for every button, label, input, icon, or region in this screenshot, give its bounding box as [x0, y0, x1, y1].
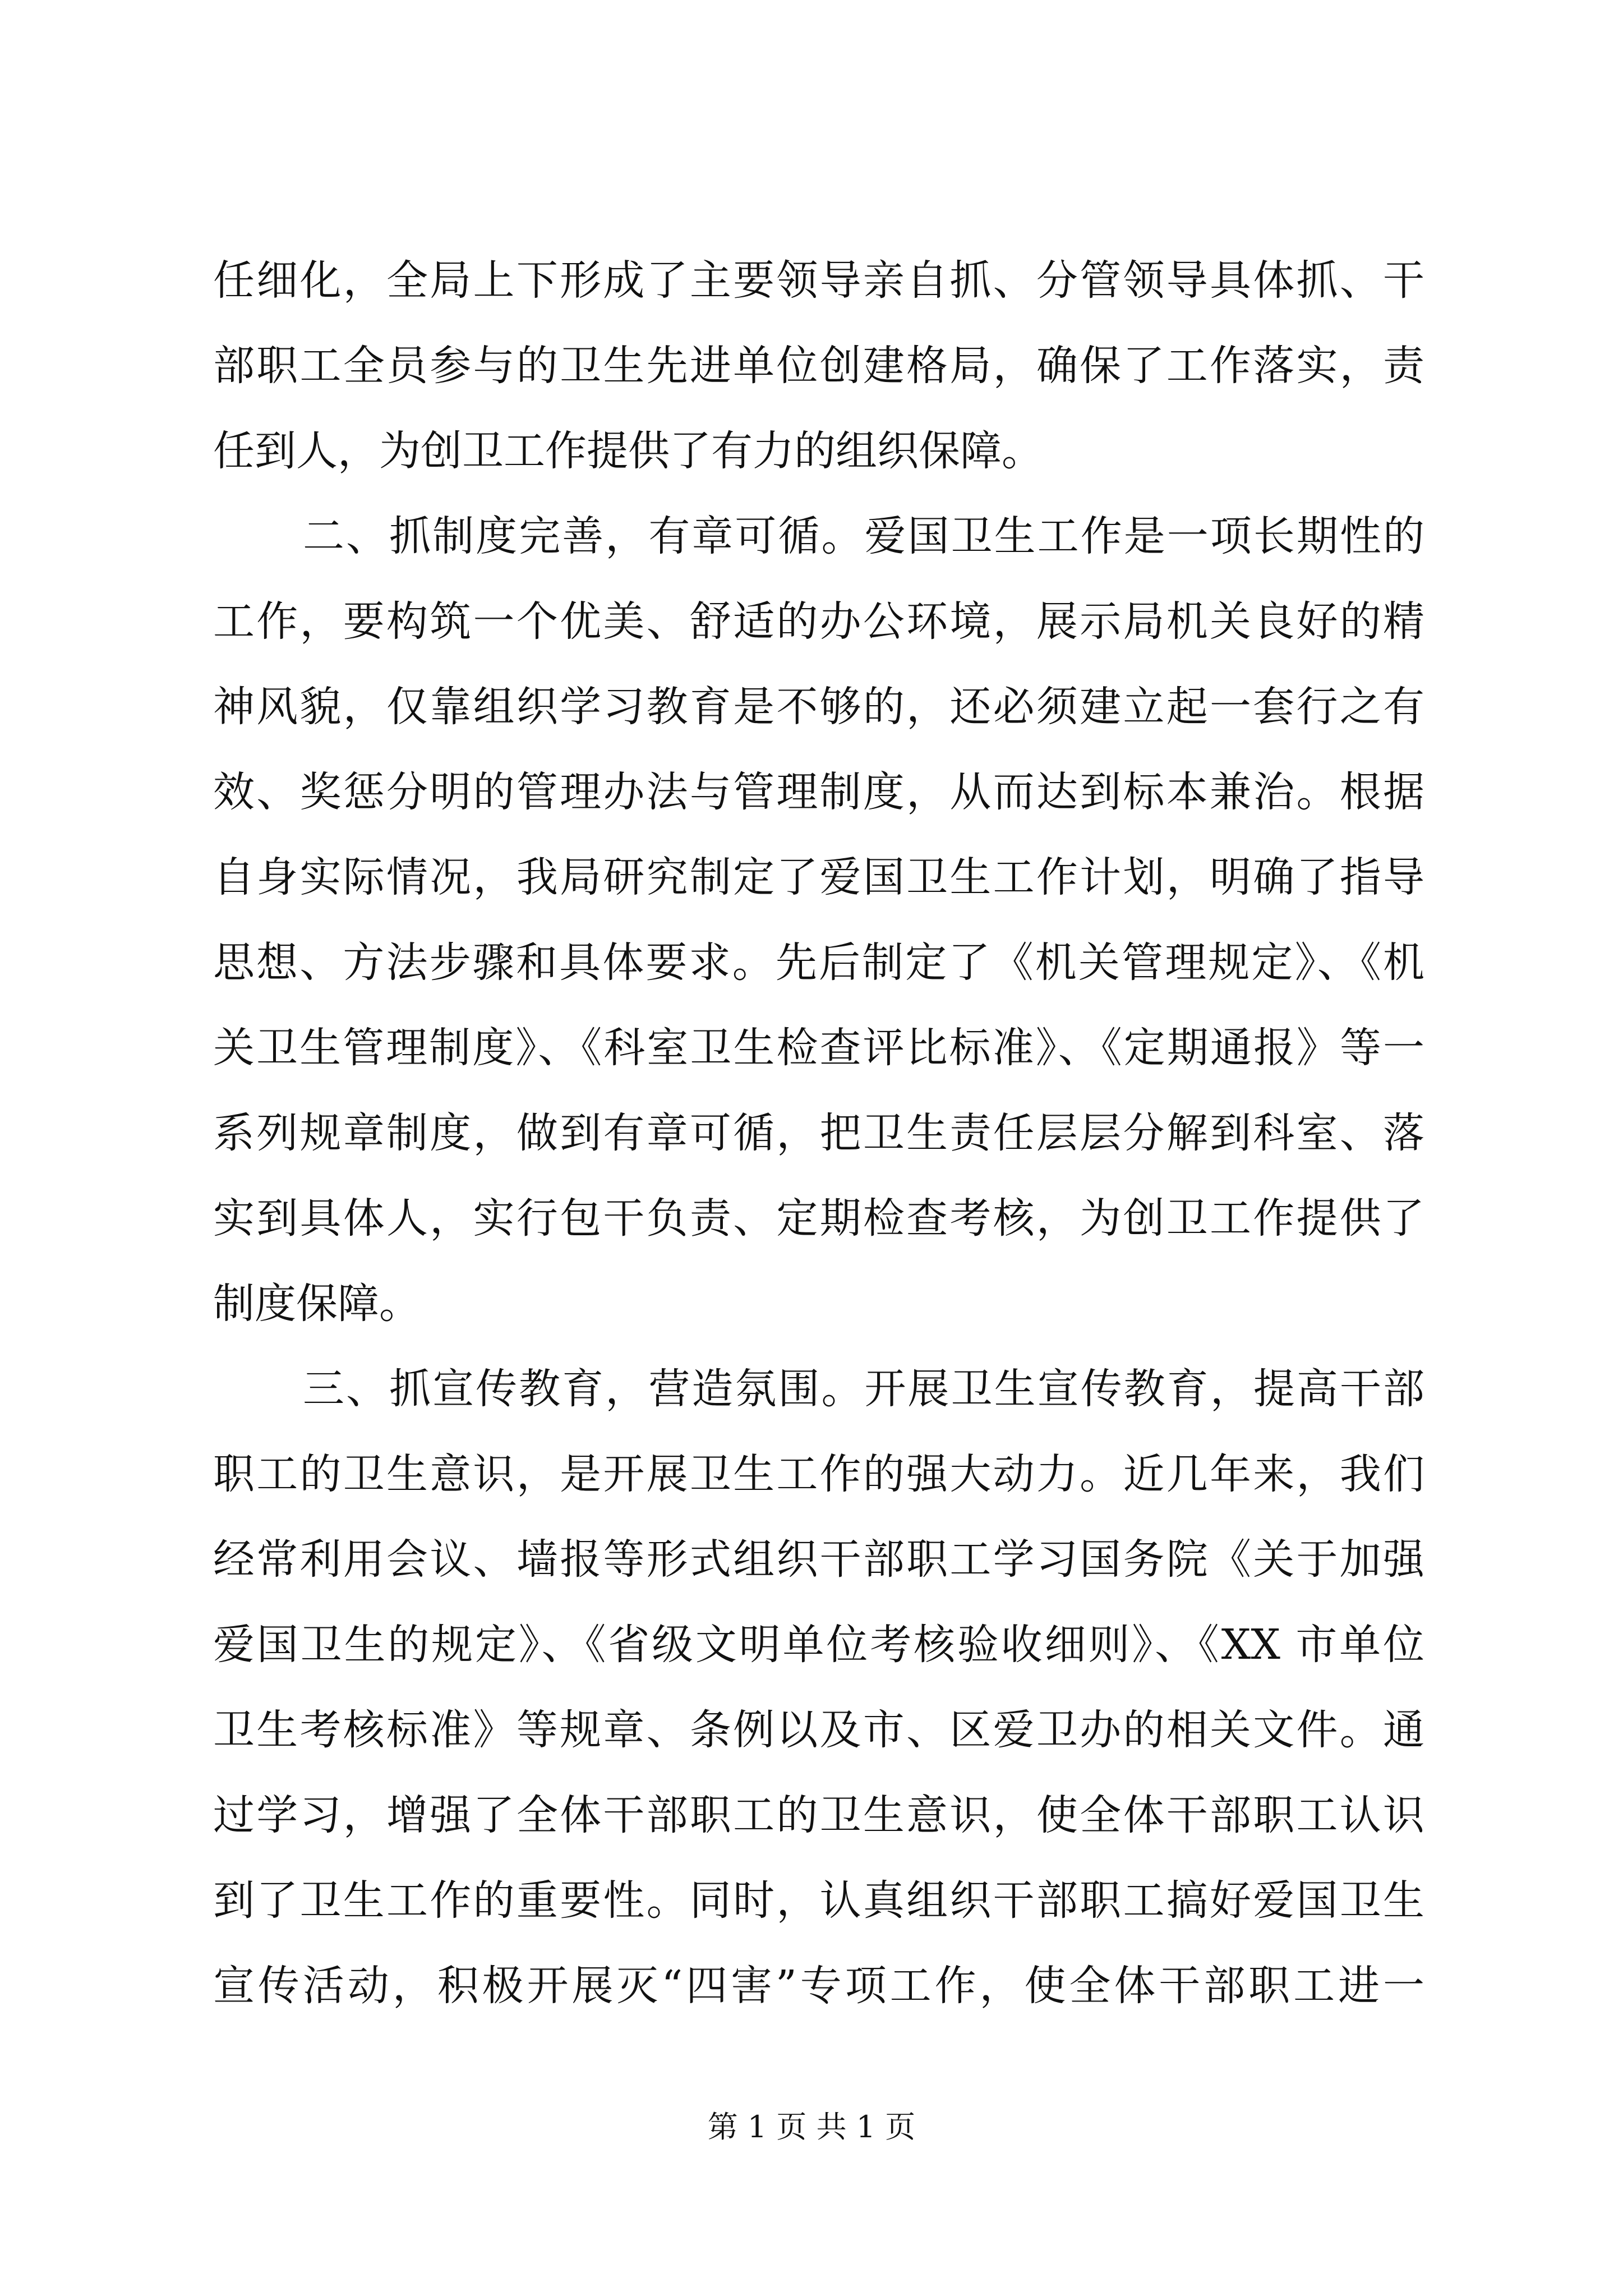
page-number-footer: 第 1 页 共 1 页: [707, 2109, 916, 2145]
body-text-line: 部职工全员参与的卫生先进单位创建格局，确保了工作落实，责: [213, 342, 1424, 390]
body-text-line: 系列规章制度，做到有章可循，把卫生责任层层分解到科室、落: [213, 1109, 1424, 1157]
body-text-line: 效、奖惩分明的管理办法与管理制度，从而达到标本兼治。根据: [213, 768, 1424, 816]
body-text-line: 神风貌，仅靠组织学习教育是不够的，还必须建立起一套行之有: [213, 683, 1424, 731]
body-text-line: 制度保障。: [213, 1280, 421, 1328]
body-text-line: 任到人，为创卫工作提供了有力的组织保障。: [213, 427, 1043, 475]
body-text-line: 过学习，增强了全体干部职工的卫生意识，使全体干部职工认识: [213, 1791, 1424, 1839]
body-text-line: 实到具体人，实行包干负责、定期检查考核，为创卫工作提供了: [213, 1194, 1424, 1243]
section-heading-line: 二、抓制度完善，有章可循。爱国卫生工作是一项长期性的: [303, 512, 1424, 560]
body-text-line: 自身实际情况，我局研究制定了爱国卫生工作计划，明确了指导: [213, 853, 1424, 901]
body-text-line: 职工的卫生意识，是开展卫生工作的强大动力。近几年来，我们: [213, 1450, 1424, 1498]
body-text-line: 爱国卫生的规定》、《省级文明单位考核验收细则》、《XX 市单位: [213, 1621, 1424, 1669]
section-heading-line: 三、抓宣传教育，营造氛围。开展卫生宣传教育，提高干部: [303, 1365, 1424, 1413]
body-text-line: 到了卫生工作的重要性。同时，认真组织干部职工搞好爱国卫生: [213, 1876, 1424, 1925]
body-text-line: 卫生考核标准》等规章、条例以及市、区爱卫办的相关文件。通: [213, 1706, 1424, 1754]
body-text-line: 任细化，全局上下形成了主要领导亲自抓、分管领导具体抓、干: [213, 256, 1424, 305]
body-text-line: 工作，要构筑一个优美、舒适的办公环境，展示局机关良好的精: [213, 597, 1424, 646]
body-text-line: 宣传活动，积极开展灭“四害”专项工作，使全体干部职工进一: [213, 1962, 1424, 2010]
body-text-line: 关卫生管理制度》、《科室卫生检查评比标准》、《定期通报》等一: [213, 1024, 1424, 1072]
body-text-line: 经常利用会议、墙报等形式组织干部职工学习国务院《关于加强: [213, 1535, 1424, 1584]
body-text-line: 思想、方法步骤和具体要求。先后制定了《机关管理规定》、《机: [213, 938, 1424, 987]
